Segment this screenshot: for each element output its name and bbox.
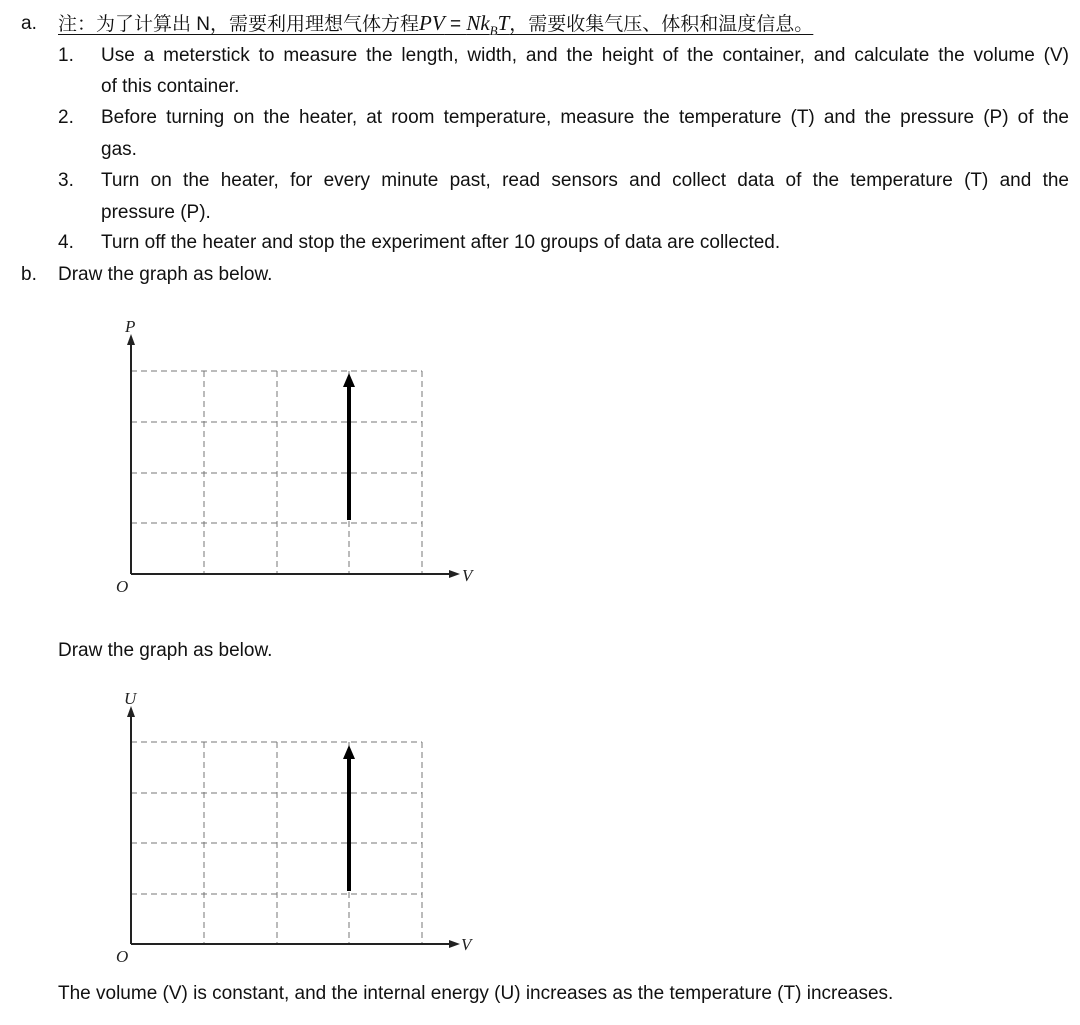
step-1-line-1: Use a meterstick to measure the length, width, and the height of the container, and calculate the volume (V) — [101, 45, 1069, 66]
pv-graph — [100, 310, 500, 600]
step-2-line-2: gas. — [101, 139, 137, 160]
step-2-number: 2. — [58, 107, 74, 128]
formula-rhs-end: T — [497, 11, 510, 35]
x-axis-arrow-icon — [449, 570, 460, 578]
x-axis-label: V — [461, 935, 472, 954]
formula-eq: = — [444, 14, 467, 35]
origin-label: O — [116, 947, 129, 966]
x-axis-arrow-icon — [449, 940, 460, 948]
origin-label: O — [116, 577, 129, 596]
step-4-line-1: Turn off the heater and stop the experiment after 10 groups of data are collected. — [101, 232, 781, 253]
x-axis-label: V — [462, 566, 473, 585]
note-prefix: 注：为了计算出 N，需要利用理想气体方程 — [58, 14, 420, 35]
y-axis-label: U — [124, 689, 137, 708]
grid-lines — [131, 742, 422, 944]
step-3-number: 3. — [58, 170, 74, 191]
process-arrow-icon — [343, 745, 355, 759]
formula-lhs: PV — [419, 11, 445, 35]
step-2-line-1: Before turning on the heater, at room temperature, measure the temperature (T) and the pressure (P) of the — [101, 107, 1069, 128]
note-suffix: ，需要收集气压、体积和温度信息。 — [509, 14, 814, 35]
step-1-number: 1. — [58, 45, 74, 66]
step-4-number: 4. — [58, 232, 74, 253]
process-arrow-icon — [343, 373, 355, 387]
part-a-marker: a. — [21, 13, 37, 34]
part-b-marker: b. — [21, 264, 37, 285]
graph-caption-2: Draw the graph as below. — [58, 640, 273, 661]
grid-lines — [131, 371, 422, 574]
formula-subscript: B — [489, 22, 498, 38]
y-axis-label: P — [125, 317, 136, 336]
step-3-line-2: pressure (P). — [101, 202, 211, 223]
formula-rhs: Nk — [466, 11, 490, 35]
uv-graph — [100, 682, 500, 972]
step-3-line-1: Turn on the heater, for every minute past, read sensors and collect data of the temperature (T) and the — [101, 170, 1069, 191]
graph-caption-1: Draw the graph as below. — [58, 264, 273, 285]
conclusion-text: The volume (V) is constant, and the internal energy (U) increases as the temperature (T) increases. — [58, 983, 894, 1004]
step-1-line-2: of this container. — [101, 76, 240, 97]
